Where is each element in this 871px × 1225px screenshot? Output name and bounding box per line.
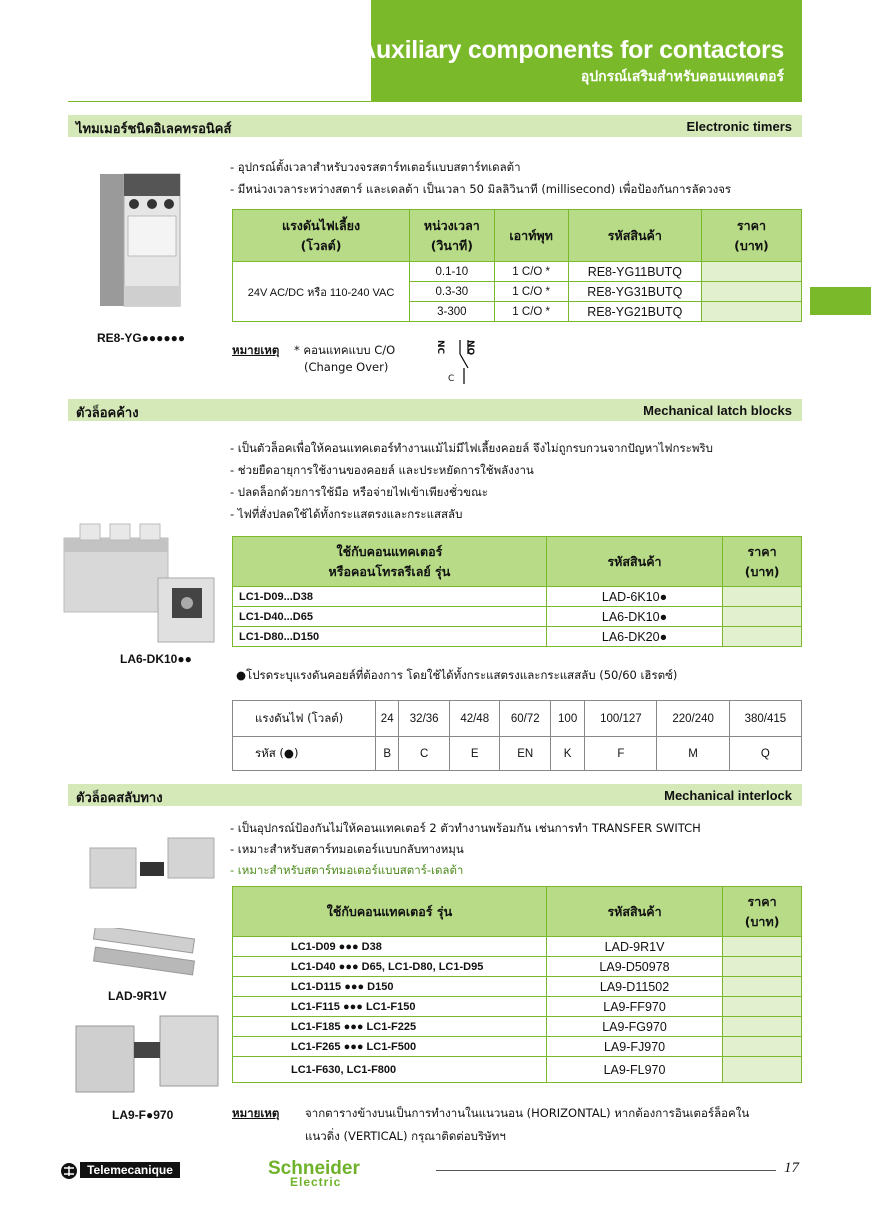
price-cell	[723, 1017, 802, 1037]
section-title-en: Mechanical latch blocks	[643, 403, 792, 418]
price-cell	[723, 997, 802, 1017]
latch-col-price: ราคา (บาท)	[723, 537, 802, 587]
latch-bullet-4: - ไฟที่สั่งปลดใช้ได้ทั้งกระแสตรงและกระแสสลับ	[230, 507, 463, 521]
price-cell	[723, 587, 802, 607]
table-row: LC1-D40 ●●● D65, LC1-D80, LC1-D95 LA9-D50978	[233, 957, 802, 977]
side-tab	[810, 287, 871, 315]
table-row: LC1-D115 ●●● D150 LA9-D11502	[233, 977, 802, 997]
price-cell	[701, 262, 801, 282]
interlock-col-code: รหัสสินค้า	[546, 887, 722, 937]
timer-supply: 24V AC/DC หรือ 110-240 VAC	[233, 262, 410, 322]
page-title: Auxiliary components for contactors	[358, 36, 784, 64]
table-row: 24V AC/DC หรือ 110-240 VAC 0.1-10 1 C/O * RE8-YG11BUTQ	[233, 262, 802, 282]
price-cell	[723, 957, 802, 977]
latch-col-model: ใช้กับคอนแทคเตอร์ หรือคอนโทรลรีเลย์ รุ่น	[233, 537, 547, 587]
section-title-en: Electronic timers	[686, 119, 792, 134]
interlock-bullet-1: - เป็นอุปกรณ์ป้องกันไม่ให้คอนแทคเตอร์ 2 ตัวทำงานพร้อมกัน เช่นการทำ TRANSFER SWITCH	[230, 821, 701, 835]
schneider-brand-sub: Electric	[290, 1175, 342, 1189]
interlock-note-label: หมายเหตุ	[232, 1106, 280, 1120]
table-row: LC1-D09 ●●● D38 LAD-9R1V	[233, 937, 802, 957]
interlock-large-image	[72, 1006, 222, 1096]
timer-caption: RE8-YG●●●●●●	[97, 331, 186, 345]
timer-col-price: ราคา (บาท)	[701, 210, 801, 262]
timer-col-delay: หน่วงเวลา (วินาที)	[410, 210, 494, 262]
symbol-no-label: NO	[465, 340, 475, 356]
table-row: 3-300 1 C/O * RE8-YG21BUTQ	[233, 302, 802, 322]
section-title-en: Mechanical interlock	[664, 788, 792, 803]
table-row: LC1-F115 ●●● LC1-F150 LA9-FF970	[233, 997, 802, 1017]
interlock-table	[232, 886, 802, 1083]
price-cell	[723, 937, 802, 957]
price-cell	[723, 1057, 802, 1083]
latch-bullet-3: - ปลดล็อกด้วยการใช้มือ หรือจ่ายไฟเข้าเพียงชั่วขณะ	[230, 485, 488, 499]
page-subtitle: อุปกรณ์เสริมสำหรับคอนแทคเตอร์	[580, 69, 784, 85]
latch-col-code: รหัสสินค้า	[546, 537, 722, 587]
interlock-bullet-3: - เหมาะสำหรับสตาร์ทมอเตอร์แบบสตาร์-เดลต้า	[230, 863, 464, 877]
price-cell	[723, 627, 802, 647]
footer-rule	[436, 1170, 776, 1171]
telemecanique-brand: Telemecanique	[80, 1162, 180, 1178]
header-rule	[68, 101, 802, 102]
price-cell	[701, 302, 801, 322]
table-row: LC1-F185 ●●● LC1-F225 LA9-FG970	[233, 1017, 802, 1037]
section-bar-timers	[68, 115, 802, 137]
latch-bullet-1: - เป็นตัวล็อคเพื่อให้คอนแทคเตอร์ทำงานแม้ไม่มีไฟเลี้ยงคอยล์ จึงไม่ถูกรบกวนจากปัญหาไฟกระพริบ	[230, 441, 713, 455]
interlock-bar-image	[90, 928, 200, 978]
symbol-nc-label: NC	[435, 340, 445, 355]
timer-bullet-1: - อุปกรณ์ตั้งเวลาสำหรับวงจรสตาร์ทเตอร์แบบสตาร์ทเดลต้า	[230, 160, 521, 174]
interlock-col-price: ราคา (บาท)	[723, 887, 802, 937]
latch-table	[232, 536, 802, 647]
timer-image	[96, 168, 184, 310]
table-row: LC1-F630, LC1-F800 LA9-FL970	[233, 1057, 802, 1083]
schneider-brand: Schneider	[268, 1158, 360, 1179]
timer-note-2: (Change Over)	[304, 360, 389, 374]
section-title-th: ตัวล็อคสลับทาง	[76, 791, 163, 806]
timer-col-supply: แรงดันไฟเลี้ยง (โวลต์)	[233, 210, 410, 262]
table-row: LC1-D80...D150 LA6-DK20●	[233, 627, 802, 647]
interlock-note-1: จากตารางข้างบนเป็นการทำงานในแนวนอน (HORIZONTAL) หากต้องการอินเตอร์ล็อคใน	[305, 1106, 750, 1120]
section-title-th: ตัวล็อคค้าง	[76, 406, 139, 421]
voltage-label: แรงดันไฟ (โวลต์)	[233, 701, 376, 737]
coil-note: ●โปรดระบุแรงดันคอยล์ที่ต้องการ โดยใช้ได้ทั้งกระแสตรงและกระแสสลับ (50/60 เฮิรตซ์)	[236, 668, 678, 682]
interlock-note-2: แนวดิ่ง (VERTICAL) กรุณาติดต่อบริษัทฯ	[305, 1129, 506, 1143]
interlock-caption-2: LA9-F●970	[112, 1108, 174, 1122]
page-number: 17	[784, 1160, 799, 1176]
price-cell	[723, 977, 802, 997]
section-title-th: ไทมเมอร์ชนิดอิเลคทรอนิคส์	[76, 122, 232, 137]
timer-bullet-2: - มีหน่วงเวลาระหว่างสตาร์ และเดลต้า เป็นเวลา 50 มิลลิวินาที (millisecond) เพื่อป้องกันการลัดวงจร	[230, 182, 732, 196]
price-cell	[723, 1037, 802, 1057]
latch-block-image	[60, 518, 220, 648]
price-cell	[723, 607, 802, 627]
section-bar-interlock	[68, 784, 802, 806]
telemecanique-logo-icon	[60, 1162, 78, 1180]
timer-col-code: รหัสสินค้า	[568, 210, 701, 262]
table-row: LC1-D09...D38 LAD-6K10●	[233, 587, 802, 607]
voltage-table: แรงดันไฟ (โวลต์) 24 32/36 42/48 60/72 100 100/127 220/240 380/415 รหัส (●) B C E EN K F M Q	[232, 700, 802, 771]
table-row: LC1-F265 ●●● LC1-F500 LA9-FJ970	[233, 1037, 802, 1057]
table-row: LC1-D40...D65 LA6-DK10●	[233, 607, 802, 627]
header-banner	[358, 0, 802, 102]
section-bar-latch	[68, 399, 802, 421]
timer-table	[232, 209, 802, 322]
interlock-bullet-2: - เหมาะสำหรับสตาร์ทมอเตอร์แบบกลับทางหมุน	[230, 842, 464, 856]
code-label: รหัส (●)	[233, 737, 376, 771]
latch-bullet-2: - ช่วยยืดอายุการใช้งานของคอยล์ และประหยัดการใช้พลังงาน	[230, 463, 534, 477]
interlock-col-model: ใช้กับคอนแทคเตอร์ รุ่น	[233, 887, 547, 937]
interlock-contactors-image	[88, 832, 218, 892]
timer-note-label: หมายเหตุ	[232, 343, 280, 357]
price-cell	[701, 282, 801, 302]
symbol-c-label: C	[448, 374, 455, 384]
table-row: 0.3-30 1 C/O * RE8-YG31BUTQ	[233, 282, 802, 302]
latch-caption: LA6-DK10●●	[120, 652, 192, 666]
interlock-caption-1: LAD-9R1V	[108, 989, 167, 1003]
timer-note-1: * คอนแทคแบบ C/O	[294, 343, 396, 357]
timer-col-output: เอาท์พุท	[494, 210, 568, 262]
